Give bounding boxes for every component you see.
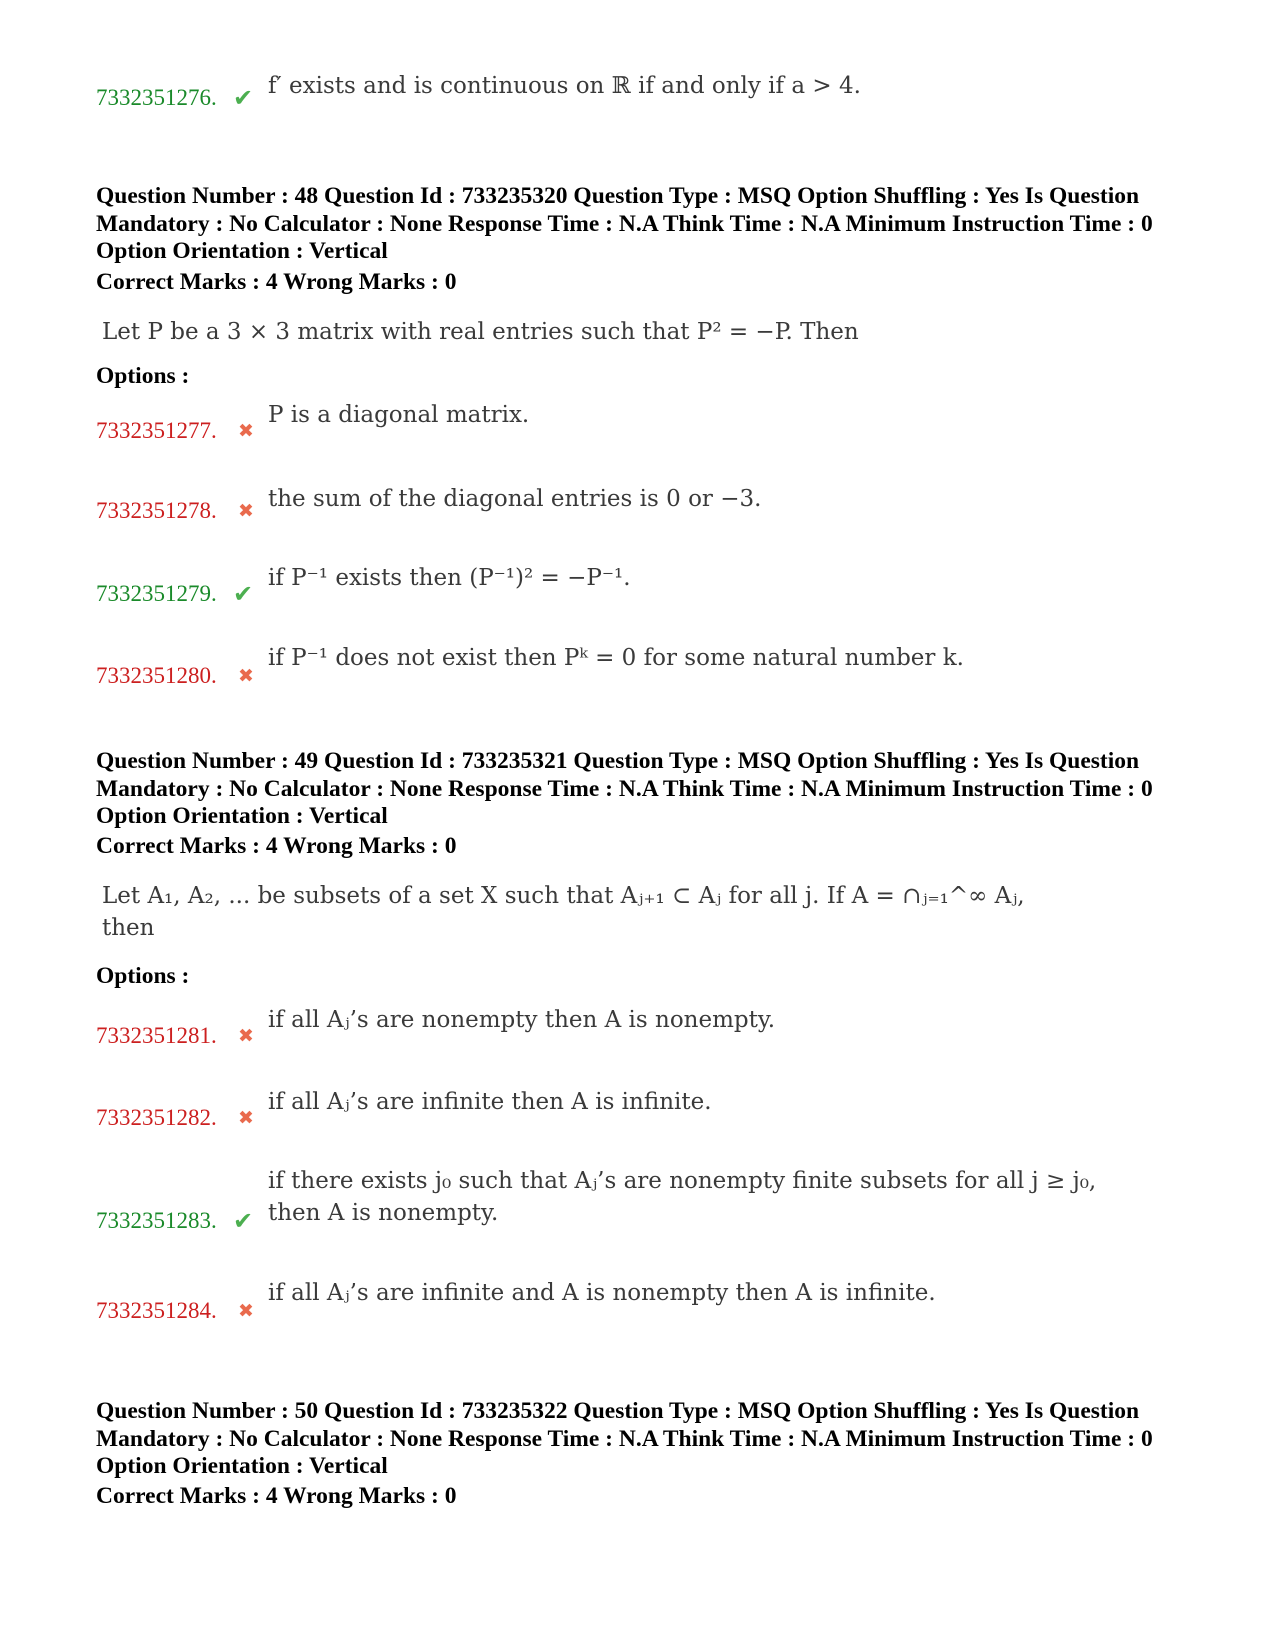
marks-line: Correct Marks : 4 Wrong Marks : 0 (96, 833, 457, 859)
question-header: Question Number : 50 Question Id : 733235322 Question Type : MSQ Option Shuffling : Yes Is Question Mandatory : No Calculator : None Response Time : N.A Think Time : N.A Minimum Instruction Time : 0 Option Orientation : Vertical (96, 1398, 1153, 1479)
option-text: if all Aⱼ’s are nonempty then A is nonempty. (268, 1007, 776, 1033)
option-id: 7332351279. (96, 581, 217, 606)
option-id: 7332351282. (96, 1105, 217, 1130)
question-text: Let P be a 3 × 3 matrix with real entries such that P² = −P. Then (102, 319, 859, 345)
check-icon: ✔ (232, 84, 254, 112)
cross-icon: ✖ (238, 1300, 254, 1322)
option-id: 7332351277. (96, 418, 217, 443)
option-row[interactable] (96, 1072, 1216, 1132)
option-id: 7332351281. (96, 1023, 217, 1048)
option-text: if all Aⱼ’s are infinite then A is infinite. (268, 1089, 712, 1115)
check-icon: ✔ (232, 580, 254, 608)
option-row[interactable] (96, 990, 1216, 1050)
options-label: Options : (96, 363, 190, 389)
option-row[interactable] (96, 385, 1216, 445)
option-text: f′ exists and is continuous on ℝ if and only if a > 4. (268, 73, 861, 99)
cross-icon: ✖ (238, 1025, 254, 1047)
marks-line: Correct Marks : 4 Wrong Marks : 0 (96, 1483, 457, 1509)
cross-icon: ✖ (238, 500, 254, 522)
option-id: 7332351284. (96, 1298, 217, 1323)
option-text: the sum of the diagonal entries is 0 or −3. (268, 486, 762, 512)
cross-icon: ✖ (238, 420, 254, 442)
option-text: if P⁻¹ does not exist then Pᵏ = 0 for some natural number k. (268, 645, 964, 671)
option-text: if there exists j₀ such that Aⱼ’s are nonempty finite subsets for all j ≥ j₀, then A is nonempty. (268, 1168, 1097, 1226)
option-text: P is a diagonal matrix. (268, 402, 530, 428)
option-id: 7332351278. (96, 498, 217, 523)
option-row[interactable] (96, 1165, 1216, 1235)
option-row[interactable] (96, 548, 1216, 608)
option-row[interactable] (96, 465, 1216, 525)
option-row[interactable] (96, 630, 1216, 690)
question-header: Question Number : 48 Question Id : 733235320 Question Type : MSQ Option Shuffling : Yes Is Question Mandatory : No Calculator : None Response Time : N.A Think Time : N.A Minimum Instruction Time : 0 Option Orientation : Vertical (96, 183, 1153, 264)
option-id: 7332351276. (96, 85, 217, 110)
option-text: if P⁻¹ exists then (P⁻¹)² = −P⁻¹. (268, 565, 631, 591)
option-id: 7332351283. (96, 1208, 217, 1233)
question-header: Question Number : 49 Question Id : 733235321 Question Type : MSQ Option Shuffling : Yes Is Question Mandatory : No Calculator : None Response Time : N.A Think Time : N.A Minimum Instruction Time : 0 Option Orientation : Vertical (96, 748, 1153, 829)
option-row[interactable] (96, 1265, 1216, 1325)
options-label: Options : (96, 963, 190, 989)
question-text: Let A₁, A₂, ... be subsets of a set X such that Aⱼ₊₁ ⊂ Aⱼ for all j. If A = ∩ⱼ₌₁^∞ Aⱼ, then (102, 883, 1025, 941)
check-icon: ✔ (232, 1207, 254, 1235)
option-id: 7332351280. (96, 663, 217, 688)
option-text: if all Aⱼ’s are infinite and A is nonempty then A is infinite. (268, 1280, 936, 1306)
cross-icon: ✖ (238, 665, 254, 687)
cross-icon: ✖ (238, 1107, 254, 1129)
marks-line: Correct Marks : 4 Wrong Marks : 0 (96, 269, 457, 295)
option-row (96, 52, 1216, 112)
